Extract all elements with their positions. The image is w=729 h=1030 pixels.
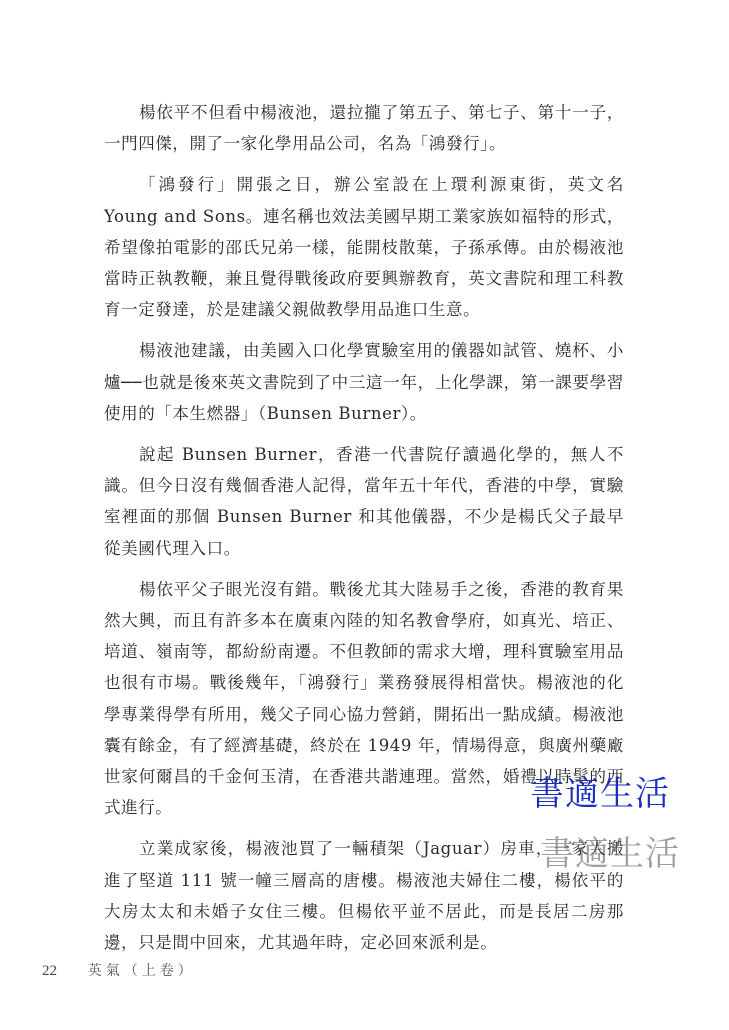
- paragraph-6: 立業成家後，楊液池買了一輛積架（Jaguar）房車，一家人搬進了堅道 111 號一幢三層高的唐樓。楊液池夫婦住二樓，楊依平的大房太太和未婚子女住三樓。但楊依平並不居此，而是長居二房那邊，只是間中回來，尤其過年時，定必回來派利是。: [104, 839, 624, 953]
- watermark-blue: 書適生活: [530, 774, 670, 814]
- page-number: 22: [42, 963, 57, 979]
- paragraph-2: 「鴻發行」開張之日，辦公室設在上環利源東街，英文名 Young and Sons。連名稱也效法美國早期工業家族如福特的形式，希望像拍電影的邵氏兄弟一樣，能開枝散葉，子孫承傳。由於楊液池當時正執教鞭，兼且覺得戰後政府要興辦教育，英文書院和理工科教育一定發達，於是建議父親做教學用品進口生意。: [104, 175, 624, 320]
- page-footer: [42, 960, 196, 980]
- book-title: 英氣（上卷）: [87, 963, 196, 979]
- paragraph-4: 說起 Bunsen Burner，香港一代書院仔讀過化學的，無人不識。但今日沒有幾個香港人記得，當年五十年代，香港的中學，實驗室裡面的那個 Bunsen Burner 和其他儀器，不少是楊氏父子最早從美國代理入口。: [104, 445, 624, 558]
- paragraph-5: 楊依平父子眼光沒有錯。戰後尤其大陸易手之後，香港的教育果然大興，而且有許多本在廣東內陸的知名教會學府，如真光、培正、培道、嶺南等，都紛紛南遷。不但教師的需求大增，理科實驗室用品也很有市場。戰後幾年，「鴻發行」業務發展得相當快。楊液池的化學專業得學有所用，幾父子同心協力營銷，開拓出一點成績。楊液池囊有餘金，有了經濟基礎，終於在 1949 年，情場得意，與廣州藥廠世家何爾昌的千金何玉清，在香港共諧連理。當然，婚禮以時髦的西式進行。: [104, 579, 624, 818]
- paragraph-3: 楊液池建議，由美國入口化學實驗室用的儀器如試管、燒杯、小爐──也就是後來英文書院到了中三這一年，上化學課，第一課要學習使用的「本生燃器」（Bunsen Burner）。: [104, 341, 624, 423]
- watermark-gray: 書適生活: [540, 834, 680, 874]
- paragraph-1: 楊依平不但看中楊液池，還拉攏了第五子、第七子、第十一子，一門四傑，開了一家化學用品公司，名為「鴻發行」。: [104, 103, 624, 154]
